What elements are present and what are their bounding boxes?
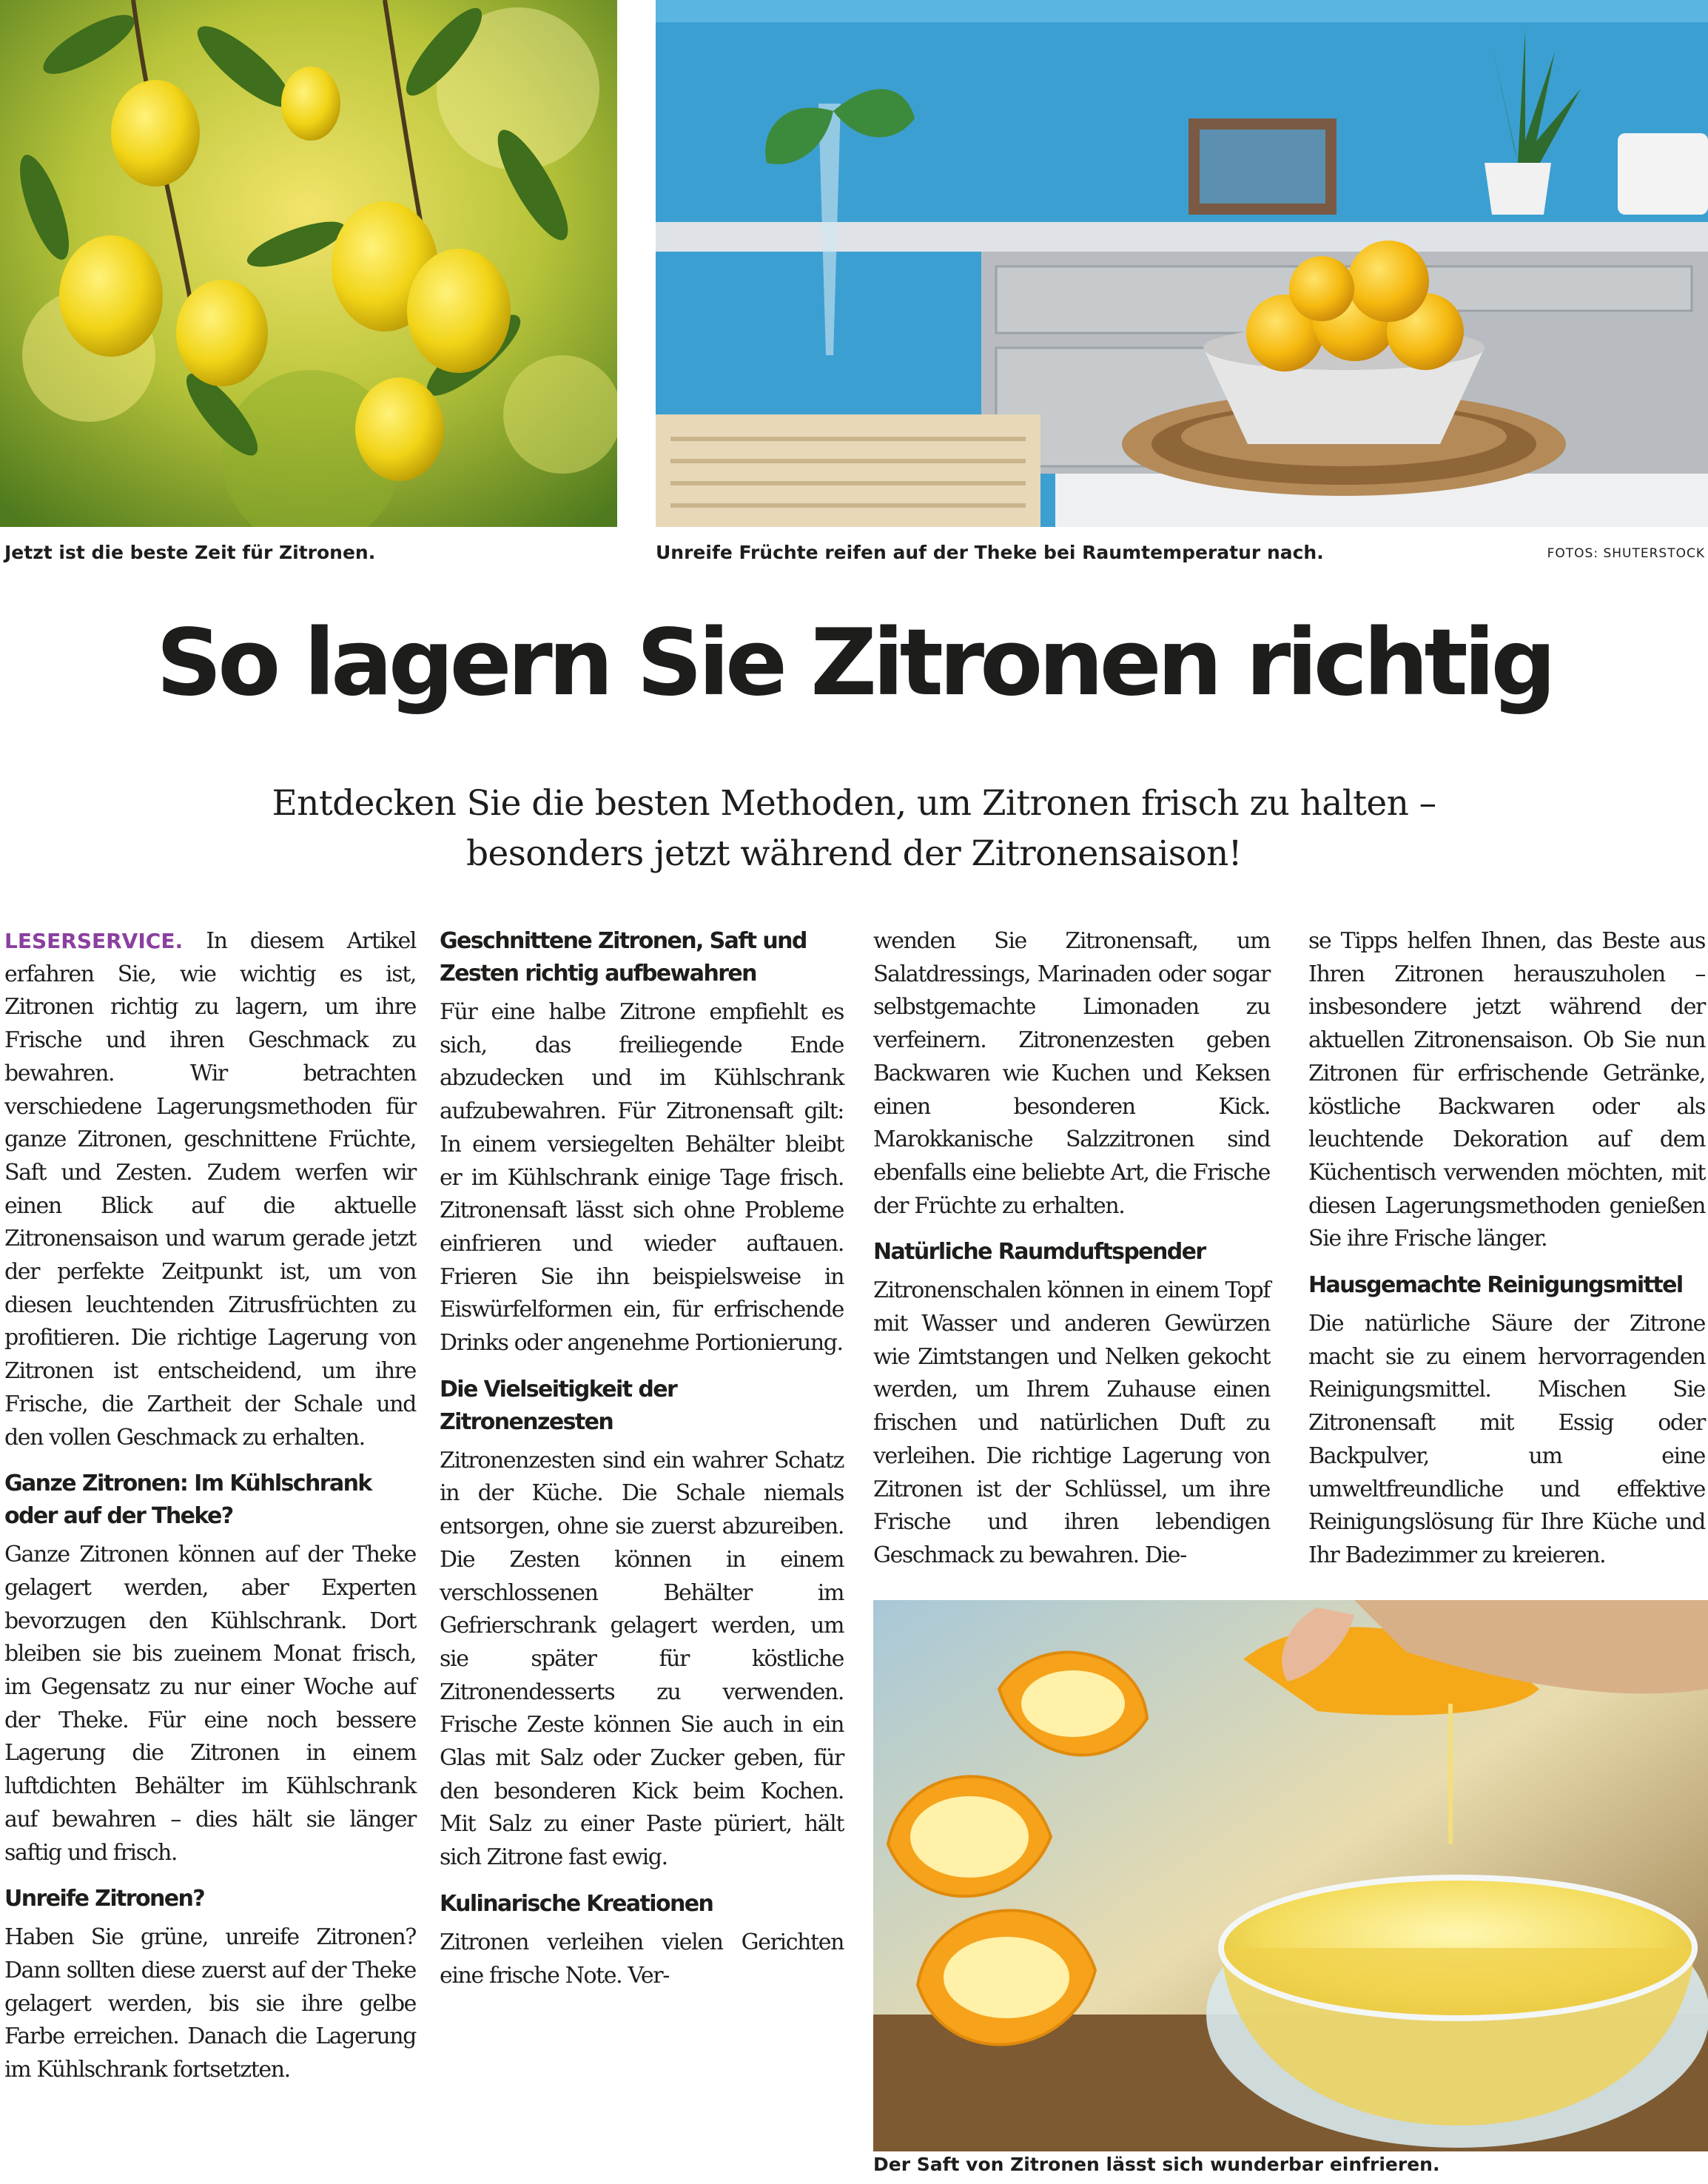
column-2 [440, 925, 844, 1992]
section-text-whole-lemons: Ganze Zitronen können auf der Theke gelagert werden, aber Experten bevorzugen den Kühlschrank. Dort bleiben sie bis zueinem Monat frisch, im Gegensatz zu nur einer Woche auf der Theke. Für eine noch bessere Lagerung die Zitronen in einem luftdichten Behälter im Kühlschrank auf bewahren – dies hält sie länger saftig und frisch. [4, 1542, 416, 1866]
kicker: LESERSERVICE. [4, 929, 184, 953]
intro-paragraph [4, 925, 416, 1454]
section-heading-unripe: Unreife Zitronen? [4, 1886, 205, 1912]
section-text-culinary-a: Zitronen verleihen vielen Gerichten eine frische Note. Ver- [440, 1929, 844, 1989]
section-text-unripe: Haben Sie grüne, unreife Zitronen? Dann sollten diese zuerst auf der Theke gelagert werden, bis sie ihre gelbe Farbe erreichen. Danach die Lagerung im Kühlschrank fortsetzten. [4, 1924, 416, 2083]
lemon-tree-photo [0, 0, 617, 527]
section-heading-cleaning: Hausgemachte Reinigungsmittel [1308, 1272, 1683, 1299]
headline: So lagern Sie Zitronen richtig [155, 610, 1553, 716]
subheadline [0, 779, 1708, 879]
column-1 [4, 925, 416, 2087]
section-heading-culinary: Kulinarische Kreationen [440, 1890, 713, 1917]
section-heading-zest: Die Vielseitigkeit der Zitronenzesten [440, 1376, 677, 1435]
kitchen-caption: Unreife Früchte reifen auf der Theke bei Raumtemperatur nach. [656, 542, 1324, 563]
photo-credit: FOTOS: SHUTERSTOCK [1547, 546, 1705, 561]
column-3 [873, 925, 1270, 1573]
section-text-zest: Zitronenzesten sind ein wahrer Schatz in der Küche. Die Schale niemals entsorgen, ohne sie zuerst abzureiben. Die Zesten können in einem verschlossenen Behälter im Gefrierschrank gelagert werden, um sie später für köstliche Zitronendesserts zu verwenden. Frische Zeste können Sie auch in ein Glas mit Salz oder Zucker geben, für den besonderen Kick beim Kochen. Mit Salz zu einer Paste püriert, hält sich Zitrone fast ewig. [440, 1447, 844, 1871]
lemon-tree-caption: Jetzt ist die beste Zeit für Zitronen. [4, 542, 376, 563]
subhead-line-2: besonders jetzt während der Zitronensaison! [466, 833, 1242, 874]
kitchen-photo [656, 0, 1708, 527]
section-heading-whole-lemons: Ganze Zitronen: Im Kühlschrank oder auf der Theke? [4, 1471, 371, 1530]
column-4 [1308, 925, 1705, 1573]
lemon-juice-photo [873, 1600, 1708, 2151]
intro-text: In diesem Artikel erfahren Sie, wie wichtig es ist, Zitronen richtig zu lagern, um ihre Frische und ihren Geschmack zu bewahren. Wir betrachten verschiedene Lagerungsmethoden für ganze Zitronen, geschnittene Früchte, Saft und Zesten. Zudem werfen wir einen Blick auf die aktuelle Zitronensaison und warum gerade jetzt der perfekte Zeitpunkt ist, um von diesen leuchtenden Zitrusfrüchten zu profitieren. Die richtige Lagerung von Zitronen ist entscheidend, um ihre Frische, die Zartheit der Schale und den vollen Geschmack zu erhalten. [4, 928, 416, 1451]
section-text-room-scent-b: se Tipps helfen Ihnen, das Beste aus Ihren Zitronen herauszuholen – insbesondere jetzt während der aktuellen Zitronensaison. Ob Sie nun Zitronen für erfrischende Getränke, köstliche Backwaren oder als leuchtende Dekoration auf dem Küchentisch verwenden möchten, mit diesen Lagerungsmethoden genießen Sie ihre Frische länger. [1308, 928, 1705, 1252]
section-text-room-scent-a: Zitronenschalen können in einem Topf mit Wasser und anderen Gewürzen wie Zimtstangen und Nelken gekocht werden, um Ihrem Zuhause einen frischen und natürlichen Duft zu verleihen. Die richtige Lagerung von Zitronen ist der Schlüssel, um ihre Frische und ihren lebendigen Geschmack zu bewahren. Die- [873, 1277, 1270, 1568]
lemon-juice-caption: Der Saft von Zitronen lässt sich wunderbar einfrieren. [873, 2154, 1440, 2175]
section-text-culinary-b: wenden Sie Zitronensaft, um Salatdressings, Marinaden oder sogar selbstgemachte Limonaden zu verfeinern. Zitronenzesten geben Backwaren wie Kuchen und Keksen einen besonderen Kick. Marokkanische Salzzitronen sind ebenfalls eine beliebte Art, die Frische der Früchte zu erhalten. [873, 928, 1270, 1219]
section-heading-room-scent: Natürliche Raumduftspender [873, 1239, 1206, 1266]
section-text-cleaning: Die natürliche Säure der Zitrone macht sie zu einem hervorragenden Reinigungsmittel. Mischen Sie Zitronensaft mit Essig oder Backpulver, um eine umweltfreundliche und effektive Reinigungslösung für Ihre Küche und Ihr Badezimmer zu kreieren. [1308, 1311, 1705, 1568]
section-text-cut-lemons: Für eine halbe Zitrone empfiehlt es sich, das freiliegende Ende abzudecken und im Kühlschrank aufzubewahren. Für Zitronensaft gilt: In einem versiegelten Behälter bleibt er im Kühlschrank einige Tage frisch. Zitronensaft lässt sich ohne Probleme einfrieren und wieder auftauen. Frieren Sie ihn beispielsweise in Eiswürfelformen ein, für erfrischende Drinks oder angenehme Portionierung. [440, 999, 844, 1357]
subhead-line-1: Entdecken Sie die besten Methoden, um Zitronen frisch zu halten – [272, 783, 1436, 824]
section-heading-cut-lemons: Geschnittene Zitronen, Saft und Zesten richtig aufbewahren [440, 928, 807, 987]
